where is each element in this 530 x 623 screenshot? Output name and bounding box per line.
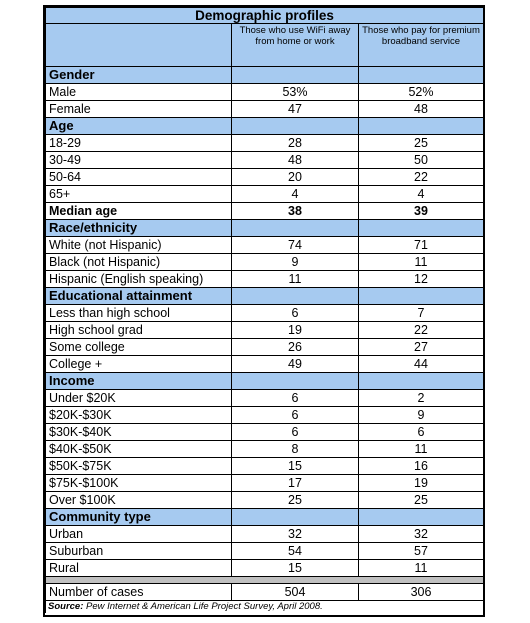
wifi-users-value: 6 xyxy=(232,424,359,441)
number-of-cases-row xyxy=(46,584,484,601)
table-row xyxy=(46,152,484,169)
premium-broadband-value: 16 xyxy=(359,458,484,475)
table-title: Demographic profiles xyxy=(46,8,484,24)
section-blank-cell xyxy=(359,67,484,84)
premium-broadband-value: 57 xyxy=(359,543,484,560)
row-label: Rural xyxy=(46,560,232,577)
row-label: Some college xyxy=(46,339,232,356)
section-header-educational-attainment xyxy=(46,288,484,305)
wifi-users-value: 49 xyxy=(232,356,359,373)
spacer-cell xyxy=(46,577,484,584)
table-row xyxy=(46,339,484,356)
wifi-users-value: 17 xyxy=(232,475,359,492)
premium-broadband-value: 22 xyxy=(359,322,484,339)
section-blank-cell xyxy=(359,509,484,526)
premium-broadband-value: 9 xyxy=(359,407,484,424)
row-label: Under $20K xyxy=(46,390,232,407)
premium-broadband-value: 27 xyxy=(359,339,484,356)
table-row xyxy=(46,186,484,203)
premium-broadband-value: 50 xyxy=(359,152,484,169)
premium-broadband-cases: 306 xyxy=(359,584,484,601)
premium-broadband-value: 6 xyxy=(359,424,484,441)
source-row xyxy=(46,601,484,614)
table-row xyxy=(46,356,484,373)
table-row xyxy=(46,526,484,543)
premium-broadband-value: 11 xyxy=(359,254,484,271)
source-prefix: Source: xyxy=(48,601,84,612)
premium-broadband-value: 39 xyxy=(359,203,484,220)
row-label: College + xyxy=(46,356,232,373)
premium-broadband-value: 2 xyxy=(359,390,484,407)
row-label: 65+ xyxy=(46,186,232,203)
wifi-users-value: 4 xyxy=(232,186,359,203)
wifi-users-value: 6 xyxy=(232,407,359,424)
table-row xyxy=(46,441,484,458)
section-header-age xyxy=(46,118,484,135)
table-row xyxy=(46,492,484,509)
wifi-users-value: 54 xyxy=(232,543,359,560)
source-text: Pew Internet & American Life Project Survey, April 2008. xyxy=(83,601,323,612)
table-row xyxy=(46,254,484,271)
row-label: 50-64 xyxy=(46,169,232,186)
table-row xyxy=(46,458,484,475)
table-row xyxy=(46,475,484,492)
premium-broadband-value: 44 xyxy=(359,356,484,373)
column-header-premium-broadband: Those who pay for premium broadband service xyxy=(359,24,484,67)
row-label: Over $100K xyxy=(46,492,232,509)
wifi-users-value: 26 xyxy=(232,339,359,356)
demographic-profiles-table xyxy=(45,7,484,613)
wifi-users-value: 11 xyxy=(232,271,359,288)
source-note xyxy=(46,601,484,614)
premium-broadband-value: 19 xyxy=(359,475,484,492)
wifi-users-value: 53% xyxy=(232,84,359,101)
row-label: $75K-$100K xyxy=(46,475,232,492)
wifi-users-cases: 504 xyxy=(232,584,359,601)
section-header-income xyxy=(46,373,484,390)
table-row xyxy=(46,169,484,186)
row-label: Black (not Hispanic) xyxy=(46,254,232,271)
wifi-users-value: 20 xyxy=(232,169,359,186)
wifi-users-value: 8 xyxy=(232,441,359,458)
wifi-users-value: 32 xyxy=(232,526,359,543)
wifi-users-value: 48 xyxy=(232,152,359,169)
premium-broadband-value: 32 xyxy=(359,526,484,543)
section-blank-cell xyxy=(232,288,359,305)
section-blank-cell xyxy=(232,118,359,135)
wifi-users-value: 9 xyxy=(232,254,359,271)
row-label: $40K-$50K xyxy=(46,441,232,458)
row-label: High school grad xyxy=(46,322,232,339)
table-row xyxy=(46,543,484,560)
premium-broadband-value: 12 xyxy=(359,271,484,288)
section-title: Age xyxy=(46,118,232,135)
table-title-row xyxy=(46,8,484,24)
wifi-users-value: 15 xyxy=(232,458,359,475)
column-header-row xyxy=(46,24,484,67)
section-blank-cell xyxy=(359,220,484,237)
row-label: $30K-$40K xyxy=(46,424,232,441)
table-row xyxy=(46,203,484,220)
section-title: Income xyxy=(46,373,232,390)
premium-broadband-value: 7 xyxy=(359,305,484,322)
table-row xyxy=(46,424,484,441)
row-label: Suburban xyxy=(46,543,232,560)
section-header-gender xyxy=(46,67,484,84)
table-row xyxy=(46,135,484,152)
row-label: 18-29 xyxy=(46,135,232,152)
section-blank-cell xyxy=(359,288,484,305)
wifi-users-value: 25 xyxy=(232,492,359,509)
table-row xyxy=(46,390,484,407)
row-label: Number of cases xyxy=(46,584,232,601)
premium-broadband-value: 25 xyxy=(359,492,484,509)
premium-broadband-value: 25 xyxy=(359,135,484,152)
row-label: Male xyxy=(46,84,232,101)
section-header-race-ethnicity xyxy=(46,220,484,237)
premium-broadband-value: 48 xyxy=(359,101,484,118)
row-label: $20K-$30K xyxy=(46,407,232,424)
column-header-wifi-users: Those who use WiFi away from home or work xyxy=(232,24,359,67)
wifi-users-value: 6 xyxy=(232,390,359,407)
wifi-users-value: 19 xyxy=(232,322,359,339)
premium-broadband-value: 4 xyxy=(359,186,484,203)
table-row xyxy=(46,101,484,118)
wifi-users-value: 38 xyxy=(232,203,359,220)
row-label: 30-49 xyxy=(46,152,232,169)
table-row xyxy=(46,84,484,101)
row-label: Female xyxy=(46,101,232,118)
row-label: Less than high school xyxy=(46,305,232,322)
table-row xyxy=(46,407,484,424)
row-label: $50K-$75K xyxy=(46,458,232,475)
table-row xyxy=(46,322,484,339)
wifi-users-value: 6 xyxy=(232,305,359,322)
section-title: Gender xyxy=(46,67,232,84)
premium-broadband-value: 71 xyxy=(359,237,484,254)
wifi-users-value: 47 xyxy=(232,101,359,118)
demographic-table-frame xyxy=(43,5,485,617)
premium-broadband-value: 52% xyxy=(359,84,484,101)
premium-broadband-value: 22 xyxy=(359,169,484,186)
wifi-users-value: 28 xyxy=(232,135,359,152)
row-label: Urban xyxy=(46,526,232,543)
spacer-row xyxy=(46,577,484,584)
row-label: White (not Hispanic) xyxy=(46,237,232,254)
table-row xyxy=(46,560,484,577)
section-blank-cell xyxy=(232,373,359,390)
table-row xyxy=(46,305,484,322)
section-title: Race/ethnicity xyxy=(46,220,232,237)
section-title: Community type xyxy=(46,509,232,526)
section-blank-cell xyxy=(232,220,359,237)
section-blank-cell xyxy=(359,373,484,390)
section-title: Educational attainment xyxy=(46,288,232,305)
wifi-users-value: 74 xyxy=(232,237,359,254)
section-blank-cell xyxy=(232,67,359,84)
table-row xyxy=(46,237,484,254)
premium-broadband-value: 11 xyxy=(359,441,484,458)
row-label: Median age xyxy=(46,203,232,220)
table-row xyxy=(46,271,484,288)
section-header-community-type xyxy=(46,509,484,526)
premium-broadband-value: 11 xyxy=(359,560,484,577)
row-label: Hispanic (English speaking) xyxy=(46,271,232,288)
wifi-users-value: 15 xyxy=(232,560,359,577)
column-header-blank xyxy=(46,24,232,67)
section-blank-cell xyxy=(232,509,359,526)
section-blank-cell xyxy=(359,118,484,135)
